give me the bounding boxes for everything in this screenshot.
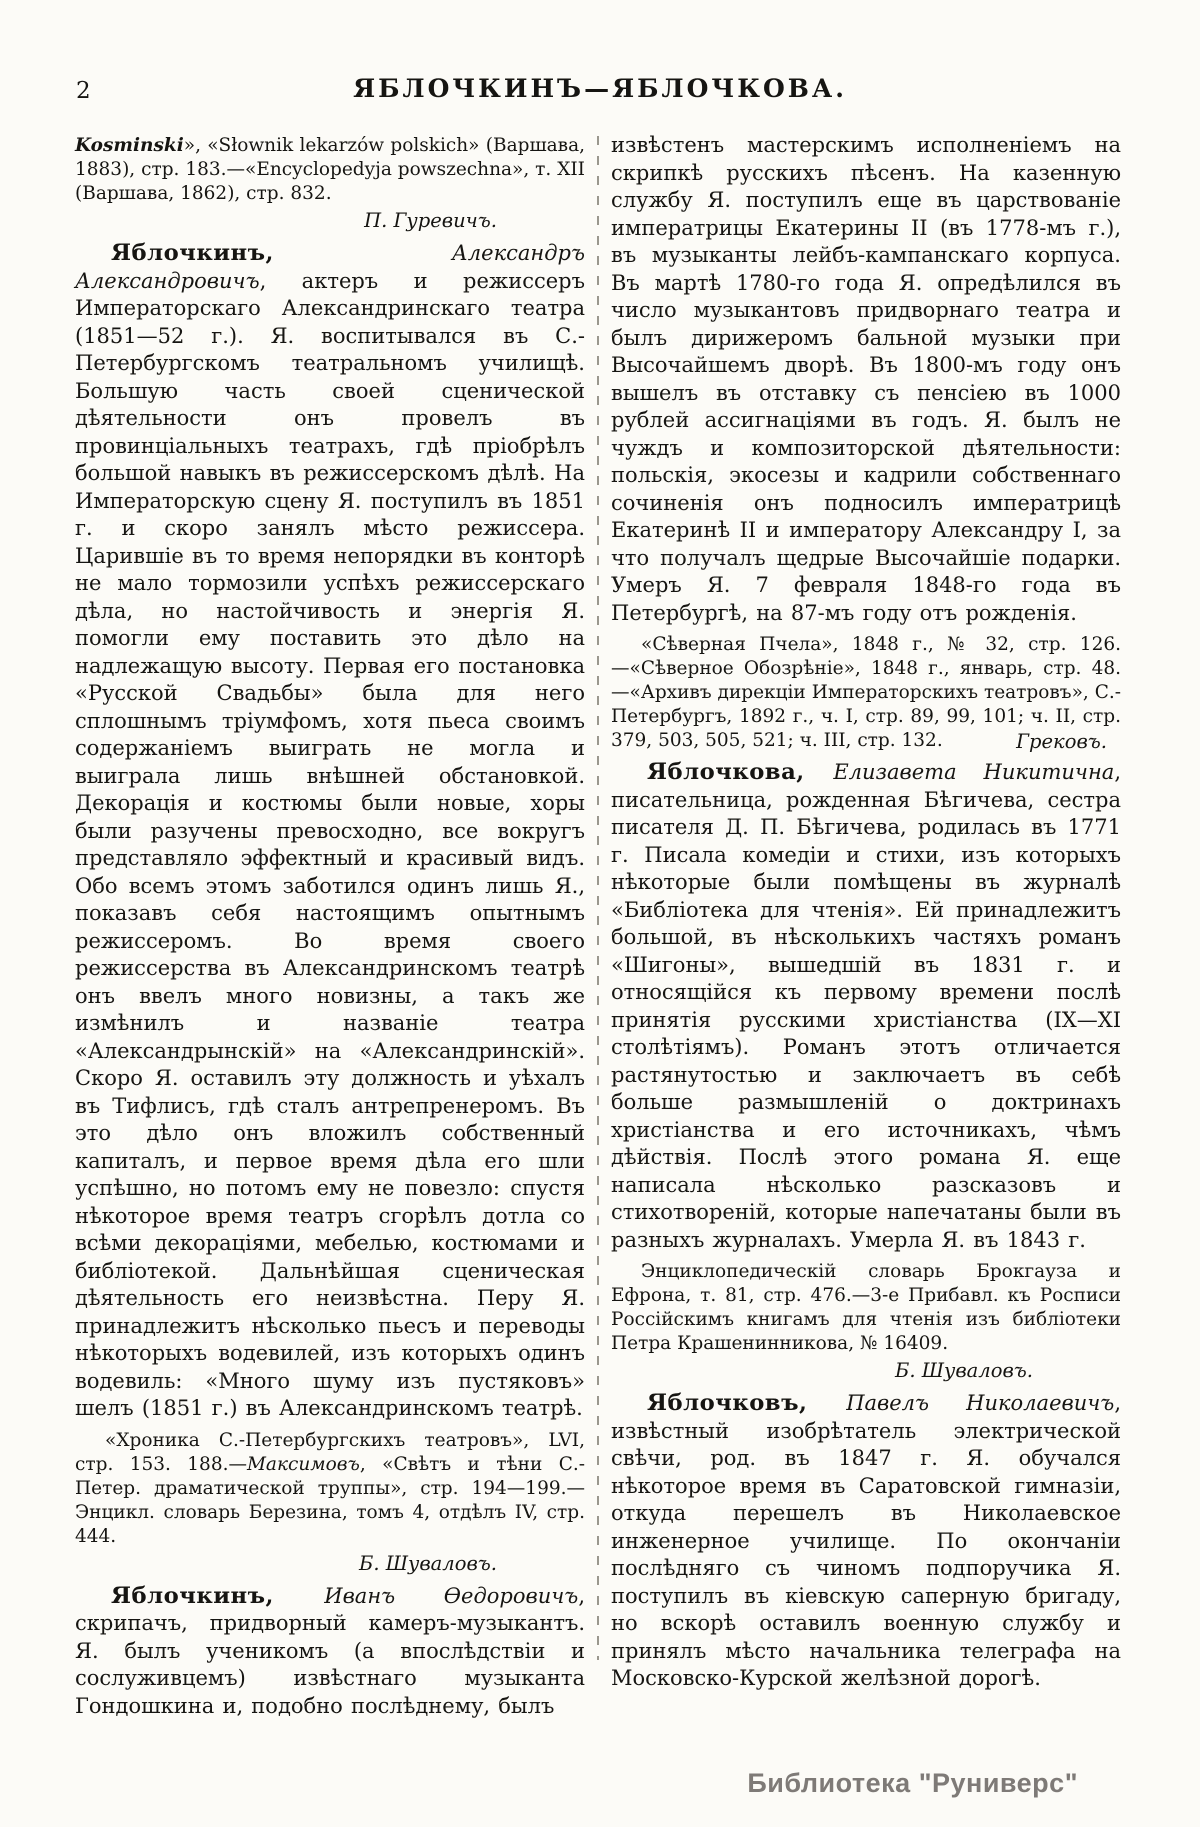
- headword-yablochkin: Яблочкинъ,: [111, 240, 452, 266]
- right-column: [611, 128, 1121, 1720]
- signature-shuvalov-left: Б. Шуваловъ.: [359, 1551, 497, 1575]
- footnote-brokgauz: Энциклопедическій словарь Брокгауза и Ефрона, т. 81, стр. 476.—3-е Прибавл. къ Росписи Россійскимъ книгамъ для чтенія изъ библіотеки Петра Крашенинникова, № 16409.: [611, 1261, 1121, 1354]
- article-body-elizaveta: , писательница, рожденная Бѣгичева, сестра писателя Д. П. Бѣгичева, родилась въ 1771 г. Писала комедіи и стихи, изъ которыхъ нѣкоторые были помѣщены въ журналѣ «Библіотека для чтенія». Ей принадлежитъ большой, въ нѣсколькихъ частяхъ романъ «Шигоны», вышедшій въ 1831 г. и относящійся къ первому времени послѣ принятія русскими христіанства (IX—XI столѣтіямъ). Романъ этотъ отличается растянутостью и заключаетъ въ себѣ больше размышленій о доктринахъ христіанства и его источникахъ, чѣмъ дѣйствія. Послѣ этого романа Я. еще написала нѣсколько разсказовъ и стихотвореній, которые напечатаны были въ разныхъ журналахъ. Умерла Я. въ 1843 г.: [611, 760, 1122, 1252]
- footnote-author-maksimov: Максимовъ: [246, 1453, 360, 1475]
- footnote-khronika-part1: «Хроника С.-Петербургскихъ театровъ», LVI, стр. 153. 188.—: [75, 1429, 585, 1475]
- page-number: 2: [76, 78, 91, 104]
- person-name-aleksandr: Александръ Александровичъ: [75, 241, 585, 293]
- left-column: [75, 128, 585, 1720]
- article-body-pavel: , извѣстный изобрѣтатель электрической свѣчи, род. въ 1847 г. Я. обучался нѣкоторое время въ Саратовской гимназіи, откуда перешелъ въ Николаевское инженерное училище. По окончаніи послѣдняго съ чиномъ подпоручика Я. поступилъ въ кіевскую саперную бригаду, но вскорѣ оставилъ военную службу и принялъ мѣсто начальника телеграфа на Московско-Курской желѣзной дорогѣ.: [611, 1391, 1121, 1690]
- article-yablochkin-ivan: [75, 1583, 585, 1721]
- page-header-row: [0, 74, 1200, 114]
- person-name-elizaveta: Елизавета Никитична: [833, 760, 1115, 784]
- headword-yablochkin-ivan: Яблочкинъ,: [111, 1582, 325, 1609]
- column-divider: [597, 136, 599, 1660]
- bibliography-continuation: [75, 134, 585, 206]
- footnote-severnaya-pchela: «Сѣверная Пчела», 1848 г., № 32, стр. 126.—«Сѣверное Обозрѣніе», 1848 г., январь, стр. 48.—«Архивъ дирекціи Императорскихъ театровъ», С.-Петербургъ, 1892 г., ч. I, стр. 89, 99, 101; ч. II, стр. 379, 503, 505, 521; ч. III, стр. 132.: [611, 634, 1121, 751]
- signature-gurevich: П. Гуревичъ.: [364, 209, 497, 232]
- article-yablochkin-aleksandr: [75, 240, 585, 1423]
- biblio-text: », «Słownik lekarzów polskich» (Варшава, 1883), стр. 183.—«Encyclopedyja powszechna», т. XII (Варшава, 1862), стр. 832.: [75, 135, 585, 204]
- footnote-khronika: [75, 1429, 585, 1549]
- signature-grekov: Грековъ.: [1016, 730, 1107, 753]
- article-body-aleksandr: , актеръ и режиссеръ Императорскаго Александринскаго театра (1851—52 г.). Я. воспитывался въ С.-Петербургскомъ театральномъ училищѣ. Большую часть своей сценической дѣятельности онъ провелъ въ провинціальныхъ театрахъ, гдѣ пріобрѣлъ большой навыкъ въ режиссерскомъ дѣлѣ. На Императорскую сцену Я. поступилъ въ 1851 г. и скоро занялъ мѣсто режиссера. Царившіе въ то время непорядки въ конторѣ не мало тормозили успѣхъ режиссерскаго дѣла, но настойчивость и энергія Я. помогли ему поставить это дѣло на надлежащую высоту. Первая его постановка «Русской Свадьбы» была для него сплошнымъ тріумфомъ, хотя пьеса своимъ содержаніемъ выиграть не могла и выиграла лишь внѣшней обстановкой. Декорація и костюмы были новые, хоры были разучены превосходно, все вокругъ представляло эффектный и красивый видъ. Обо всемъ этомъ заботился одинъ лишь Я., показавъ себя настоящимъ опытнымъ режиссеромъ. Во время своего режиссерства въ Александринскомъ театрѣ онъ ввелъ много новизны, а такъ же измѣнилъ и названіе театра «Александрынскій» на «Александринскій». Скоро Я. оставилъ эту должность и уѣхалъ въ Тифлисъ, гдѣ сталъ антрепренеромъ. Въ это дѣло онъ вложилъ собственный капиталъ, и первое время дѣла его шли успѣшно, но потомъ ему не повезло: спустя нѣкоторое время театръ сгорѣлъ дотла со всѣми декораціями, мебелью, костюмами и библіотекой. Дальнѣйшая сценическая дѣятельность его неизвѣстна. Перу Я. принадлежитъ нѣсколько пьесъ и переводы нѣкоторыхъ водевилей, изъ которыхъ одинъ водевиль: «Много шуму изъ пустяковъ» шелъ (1851 г.) въ Александринскомъ театрѣ.: [75, 268, 585, 1420]
- article-yablochkova-elizaveta: [611, 759, 1121, 1254]
- headword-yablochkov: Яблочковъ,: [647, 1390, 847, 1416]
- headword-yablochkova: Яблочкова,: [647, 759, 834, 785]
- article-ivan-continuation: извѣстенъ мастерскимъ исполненіемъ на скрипкѣ русскихъ пѣсенъ. На казенную службу Я. поступилъ еще въ царствованіе императрицы Екатерины II (въ 1778-мъ г.), въ музыканты лейбъ-кампанскаго корпуса. Въ мартѣ 1780-го года Я. опредѣлился въ число музыкантовъ придворнаго театра и былъ дирижеромъ бальной музыки при Высочайшемъ дворѣ. Въ 1800-мъ году онъ вышелъ въ отставку съ пенсіею въ 1000 рублей ассигнаціями въ годъ. Я. былъ не чуждъ и композиторской дѣятельности: польскія, экосезы и кадрили собственнаго сочиненія онъ подносилъ императрицѣ Екатеринѣ II и императору Александру I, за что получалъ щедрые Высочайшіе подарки. Умеръ Я. 7 февраля 1848-го года въ Петербургѣ, на 87-мъ году отъ рожденія.: [611, 133, 1121, 625]
- footnote-khronika-part2: , «Свѣтъ и тѣни С.-Петер. драматической труппы», стр. 194—199.—Энцикл. словарь Березина, томъ 4, отдѣлъ IV, стр. 444.: [75, 1453, 586, 1547]
- signature-shuvalov-right: Б. Шуваловъ.: [895, 1359, 1033, 1382]
- person-name-pavel: Павелъ Николаевичъ: [846, 1391, 1115, 1415]
- text-columns: [75, 128, 1123, 1720]
- article-body-ivan: , скрипачъ, придворный камеръ-музыкантъ. Я. былъ ученикомъ (а впослѣдствіи и сослуживцемъ) извѣстнаго музыканта Гондошкина и, подобно послѣднему, былъ: [75, 1583, 585, 1718]
- running-head: ЯБЛОЧКИНЪ—ЯБЛОЧКОВА.: [353, 74, 847, 103]
- person-name-ivan: Иванъ Ѳедоровичъ: [324, 1583, 579, 1608]
- watermark: Библиотека "Руниверс": [747, 1768, 1078, 1798]
- article-yablochkov-pavel: [611, 1390, 1121, 1693]
- biblio-author-name: Kosminski: [75, 135, 184, 156]
